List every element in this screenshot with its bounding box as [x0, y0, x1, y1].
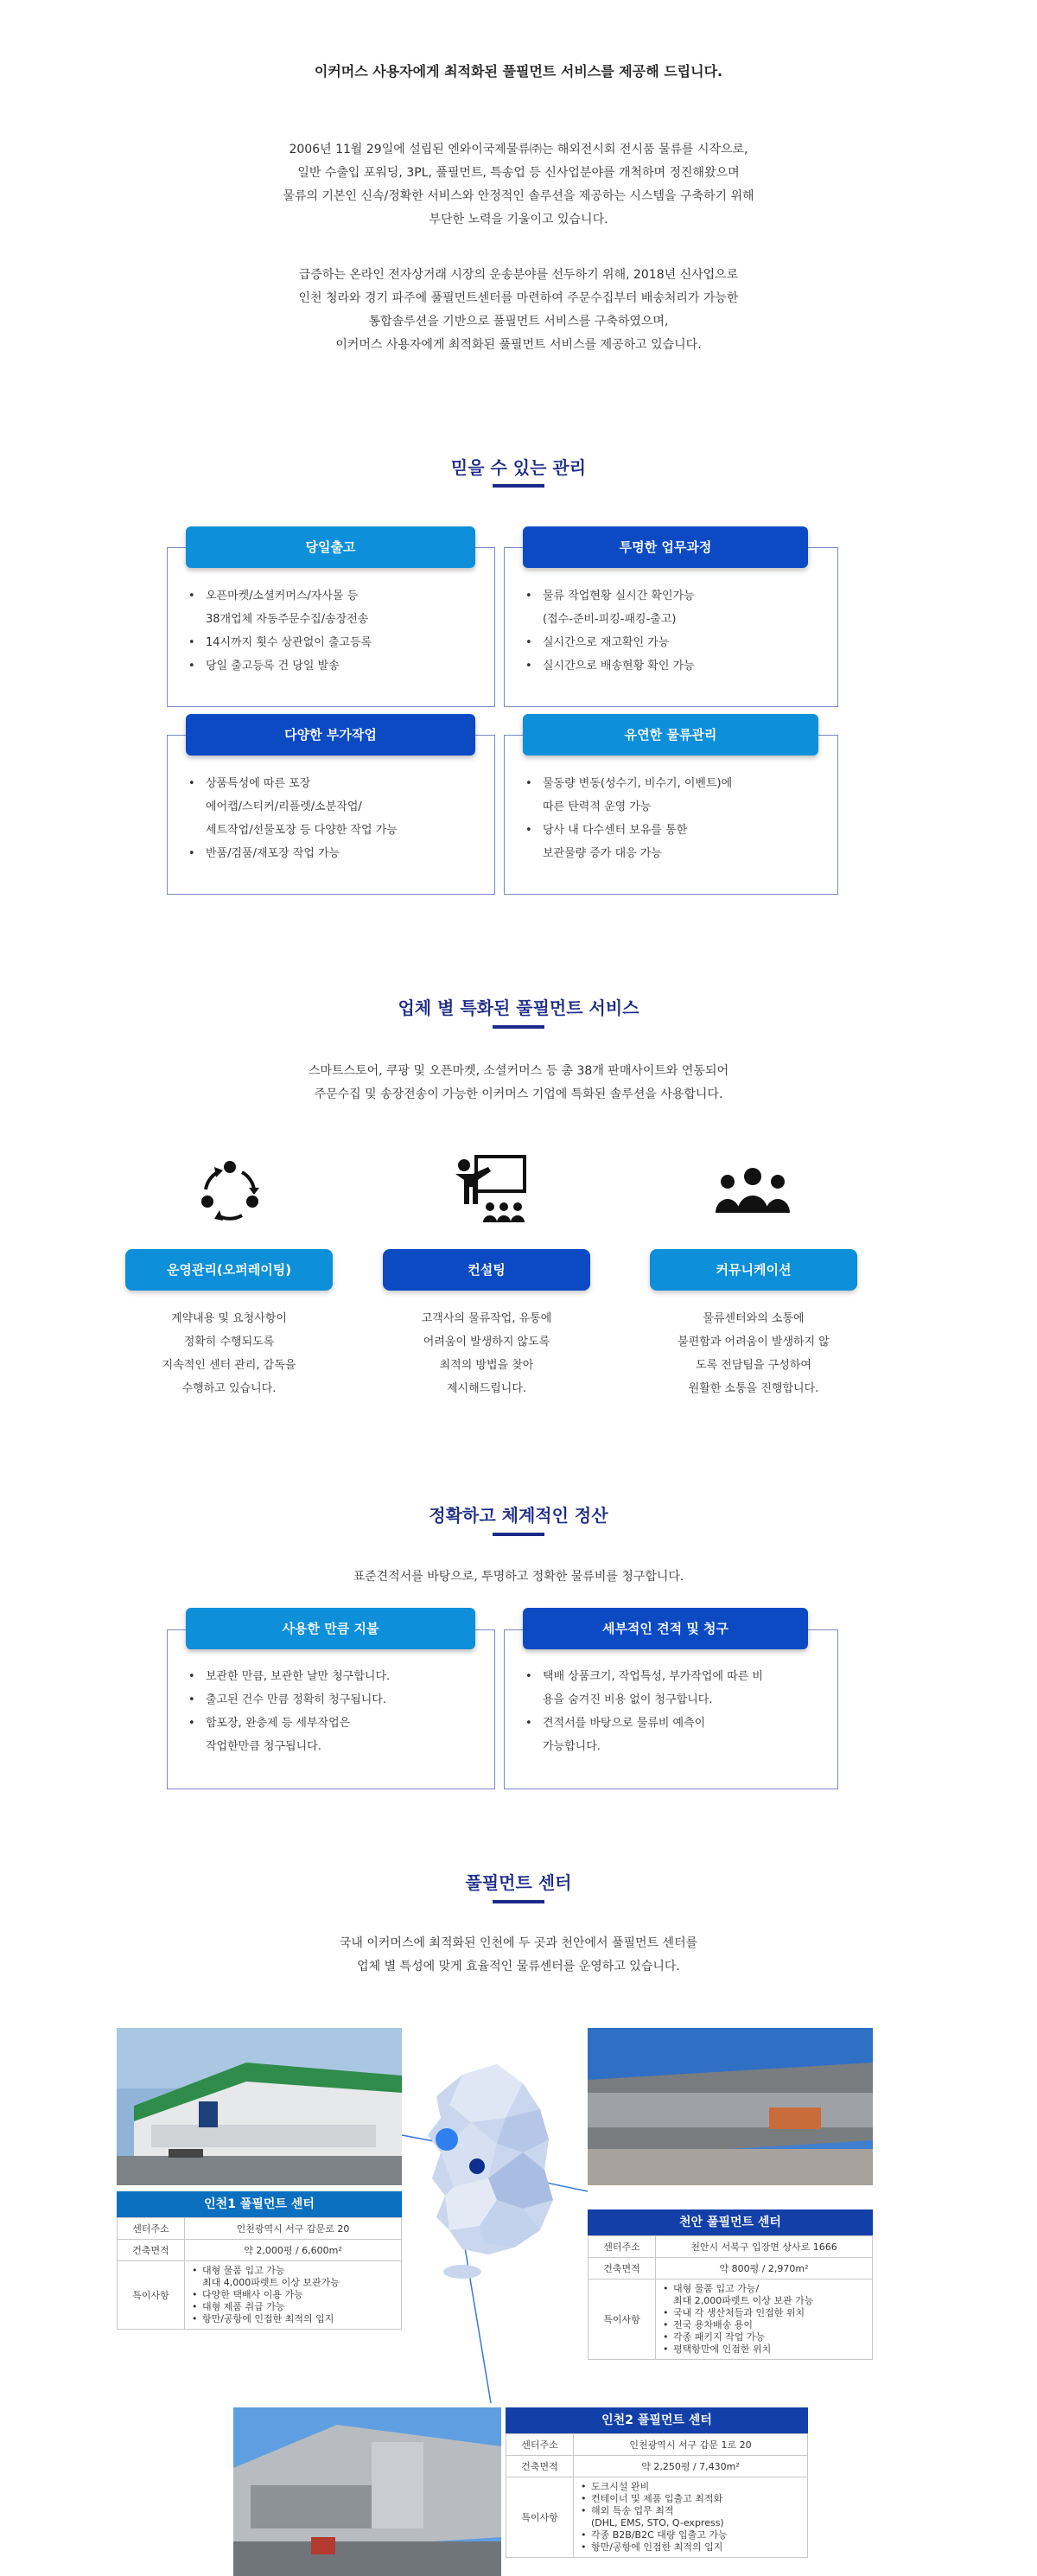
- intro-paragraph-2: [0, 264, 1037, 357]
- service-text-consulting: 고객사의 물류작업, 유통에 어려움이 발생하지 않도록 최적의 방법을 찾아 제시해드립니다.: [421, 1312, 552, 1395]
- list-item: • 당사 내 다수센터 보유를 통한 보관물량 증가 대응 가능: [524, 819, 837, 865]
- intro-line: 2006년 11월 29일에 설립된 엔와이국제물류㈜는 해외전시회 전시품 물류를 시작으로,: [289, 143, 748, 156]
- service-pill-consulting: 컨설팅: [383, 1249, 590, 1291]
- table-title: 천안 풀필먼트 센터: [588, 2209, 873, 2235]
- intro-line: 인천 청라와 경기 파주에 풀필먼트센터를 마련하여 주문수집부터 배송처리가 가능한: [298, 291, 739, 305]
- incheon2-center-photo: [233, 2407, 501, 2576]
- intro-line: 급증하는 온라인 전자상거래 시장의 운송분야를 선두하기 위해, 2018년 신사업으로: [298, 268, 739, 282]
- value-area: 약 2,250평 / 7,430m²: [574, 2456, 808, 2477]
- services-title: 업체 별 특화된 풀필먼트 서비스: [398, 998, 639, 1018]
- list-item: • 국내 각 생산처들과 인접한 위치: [661, 2307, 867, 2319]
- list-item: • 실시간으로 재고확인 가능: [524, 631, 837, 654]
- list-item: • 항만/공항에 인접한 최적의 입지: [579, 2541, 802, 2554]
- headline: 이커머스 사용자에게 최적화된 풀필먼트 서비스를 제공해 드립니다.: [314, 63, 723, 80]
- value-area: 약 2,000평 / 6,600m²: [185, 2240, 402, 2261]
- management-list: [524, 772, 837, 865]
- list-item: • 택배 상품크기, 작업특성, 부가작업에 따른 비 용을 숨겨진 비용 없이 청구합니다.: [524, 1665, 837, 1712]
- label-special: 특이사항: [588, 2280, 656, 2360]
- label-address: 센터주소: [588, 2236, 656, 2258]
- desc-line: 업체 별 특성에 맞게 효율적인 물류센터를 운영하고 있습니다.: [357, 1960, 680, 1973]
- group-icon: [714, 1164, 792, 1216]
- settlement-box-detailed-quote: [504, 1629, 838, 1789]
- service-pill-communication: 커뮤니케이션: [650, 1249, 857, 1291]
- management-box-flexible: [504, 735, 838, 895]
- table-title: 인천2 풀필먼트 센터: [506, 2407, 808, 2433]
- value-area: 약 800평 / 2,970m²: [656, 2258, 873, 2280]
- list-item: • 컨테이너 및 제품 입출고 최적화: [579, 2493, 802, 2505]
- list-item: • 물류 작업현황 실시간 확인가능 (접수-준비-피킹-패킹-출고): [524, 584, 837, 631]
- intro-line: 통합솔루션을 기반으로 풀필먼트 서비스를 구축하였으며,: [368, 315, 669, 328]
- label-address: 센터주소: [506, 2434, 574, 2456]
- list-item: • 평택항만에 인접한 위치: [661, 2343, 867, 2356]
- management-list: [187, 772, 494, 865]
- management-pill-flexible: 유연한 물류관리: [523, 714, 818, 756]
- desc-line: 주문수집 및 송장전송이 가능한 이커머스 기업에 특화된 솔루션을 사용합니다.: [314, 1087, 723, 1101]
- management-pill-same-day: 당일출고: [186, 526, 475, 568]
- list-item: • 항만/공항에 인접한 최적의 입지: [190, 2313, 396, 2325]
- intro-line: 일반 수출입 포워딩, 3PL, 풀필먼트, 특송업 등 신사업분야를 개척하며 정진해왔으며: [297, 166, 740, 180]
- management-list: [187, 584, 494, 678]
- desc-line: 국내 이커머스에 최적화된 인천에 두 곳과 천안에서 풀필먼트 센터를: [339, 1936, 698, 1950]
- list-item: • 다양한 택배사 이용 가능: [190, 2289, 396, 2301]
- section-underline: [493, 1900, 544, 1903]
- list-item: • 견적서를 바탕으로 물류비 예측이 가능합니다.: [524, 1712, 837, 1758]
- management-box-extra-work: [167, 735, 495, 895]
- list-item: • 해외 특송 업무 최적 (DHL, EMS, STO, Q-express): [579, 2505, 802, 2529]
- settlement-pill-pay-as-used: 사용한 만큼 지불: [186, 1608, 475, 1649]
- value-special: [574, 2477, 808, 2558]
- value-special: [656, 2280, 873, 2360]
- service-text-communication: 물류센터와의 소통에 불편함과 어려움이 발생하지 않 도록 전담팀을 구성하여 원활한 소통을 진행합니다.: [678, 1312, 830, 1395]
- list-item: • 실시간으로 배송현황 확인 가능: [524, 654, 837, 678]
- management-list: [524, 584, 837, 678]
- management-box-transparent: [504, 547, 838, 707]
- cycle-arrows-icon: [197, 1158, 263, 1224]
- list-item: • 합포장, 완충제 등 세부작업은 작업한만큼 청구됩니다.: [187, 1712, 494, 1758]
- presentation-icon: [452, 1153, 528, 1226]
- service-text-operation: 계약내용 및 요청사항이 정확히 수행되도록 지속적인 센터 관리, 감독을 수행하고 있습니다.: [162, 1312, 296, 1395]
- management-title: 믿을 수 있는 관리: [450, 457, 587, 478]
- list-item: • 오픈마켓/소셜커머스/자사몰 등 38개업체 자동주문수집/송장전송: [187, 584, 494, 631]
- section-underline: [493, 1533, 544, 1536]
- label-address: 센터주소: [118, 2218, 185, 2240]
- list-item: • 대형 제품 취급 가능: [190, 2301, 396, 2313]
- intro-line: 이커머스 사용자에게 최적화된 풀필먼트 서비스를 제공하고 있습니다.: [335, 338, 702, 352]
- settlement-pill-detailed-quote: 세부적인 견적 및 청구: [523, 1608, 808, 1649]
- services-desc: [0, 1060, 1037, 1106]
- label-area: 건축면적: [506, 2456, 574, 2477]
- list-item: • 대형 물품 입고 가능 최대 4,000파렛트 이상 보관가능: [190, 2265, 396, 2289]
- settlement-list: [187, 1665, 494, 1758]
- value-address: 인천광역시 서구 갑문 1로 20: [574, 2434, 808, 2456]
- list-item: • 보관한 만큼, 보관한 날만 청구합니다.: [187, 1665, 494, 1688]
- label-special: 특이사항: [118, 2261, 185, 2330]
- centers-desc: [0, 1932, 1037, 1979]
- cheonan-location-marker: [469, 2158, 485, 2174]
- list-item: • 당일 출고등록 건 당일 발송: [187, 654, 494, 678]
- table-title: 인천1 풀필먼트 센터: [117, 2191, 402, 2217]
- label-area: 건축면적: [588, 2258, 656, 2280]
- list-item: • 대형 물품 입고 가능/ 최대 2,000파렛트 이상 보관 가능: [661, 2283, 867, 2307]
- intro-line: 물류의 기본인 신속/정확한 서비스와 안정적인 솔루션을 제공하는 시스템을 구축하기 위해: [283, 189, 754, 203]
- intro-paragraph-1: [0, 138, 1037, 232]
- cheonan-center-table: [588, 2209, 873, 2360]
- korea-map-illustration: [402, 2057, 575, 2282]
- list-item: • 출고된 건수 만큼 정확히 청구됩니다.: [187, 1688, 494, 1712]
- service-pill-operation: 운영관리(오퍼레이팅): [125, 1249, 333, 1291]
- value-address: 천안시 서북구 입장면 상사로 1666: [656, 2236, 873, 2258]
- label-special: 특이사항: [506, 2477, 574, 2558]
- settlement-list: [524, 1665, 837, 1758]
- incheon2-center-table: [506, 2407, 808, 2558]
- settlement-title: 정확하고 체계적인 정산: [429, 1505, 608, 1526]
- cheonan-center-photo: [588, 2028, 873, 2185]
- list-item: • 반품/검품/재포장 작업 가능: [187, 842, 494, 865]
- list-item: • 상품특성에 따른 포장 에어캡/스티커/리플렛/소분작업/ 세트작업/선물포장 등 다양한 작업 가능: [187, 772, 494, 842]
- list-item: • 각종 패키지 작업 가능: [661, 2331, 867, 2343]
- management-box-same-day: [167, 547, 495, 707]
- list-item: • 전국 용차배송 용이: [661, 2319, 867, 2331]
- settlement-box-pay-as-used: [167, 1629, 495, 1789]
- list-item: • 물동량 변동(성수기, 비수기, 이벤트)에 따른 탄력적 운영 가능: [524, 772, 837, 819]
- list-item: • 14시까지 횟수 상관없이 출고등록: [187, 631, 494, 654]
- incheon-location-marker: [436, 2128, 458, 2151]
- incheon1-center-table: [117, 2191, 402, 2330]
- value-address: 인천광역시 서구 갑문로 20: [185, 2218, 402, 2240]
- label-area: 건축면적: [118, 2240, 185, 2261]
- list-item: • 각종 B2B/B2C 대량 입출고 가능: [579, 2529, 802, 2541]
- centers-title: 풀필먼트 센터: [465, 1872, 572, 1893]
- desc-line: 스마트스토어, 쿠팡 및 오픈마켓, 소셜커머스 등 총 38개 판매사이트와 연동되어: [308, 1064, 728, 1078]
- settlement-desc: 표준견적서를 바탕으로, 투명하고 정확한 물류비를 청구합니다.: [353, 1570, 684, 1584]
- value-special: [185, 2261, 402, 2330]
- management-pill-extra-work: 다양한 부가작업: [186, 714, 475, 756]
- list-item: • 도크시설 완비: [579, 2481, 802, 2493]
- management-pill-transparent: 투명한 업무과정: [523, 526, 808, 568]
- intro-line: 부단한 노력을 기울이고 있습니다.: [429, 213, 608, 226]
- section-underline: [493, 484, 544, 488]
- incheon1-center-photo: [117, 2028, 402, 2185]
- section-underline: [493, 1025, 544, 1029]
